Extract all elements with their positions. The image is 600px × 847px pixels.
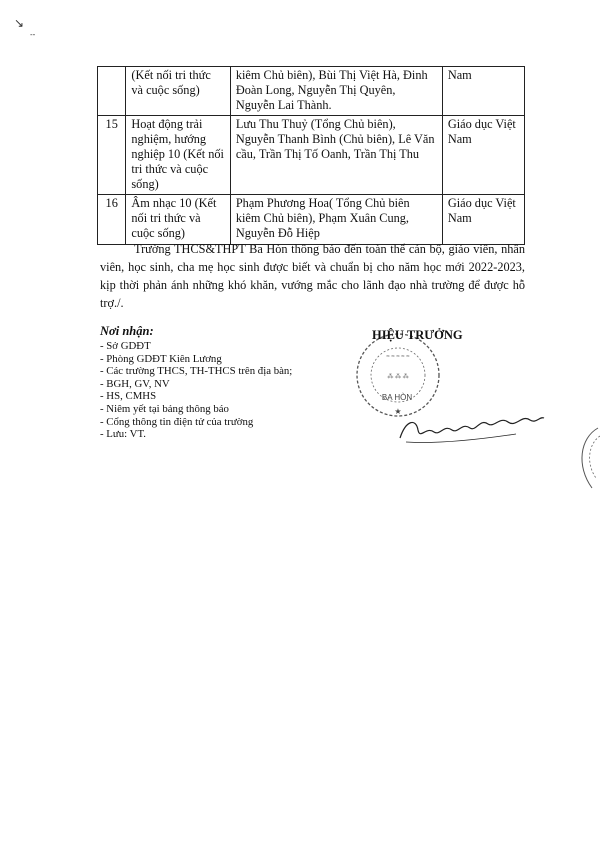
- svg-text:≈ ≈ ≈ ≈ ≈: ≈ ≈ ≈ ≈ ≈: [386, 354, 410, 360]
- corner-mark-top: ↘: [14, 16, 25, 30]
- book-publisher: Nam: [442, 67, 524, 116]
- list-item: - Sở GDĐT: [100, 340, 151, 352]
- svg-text:★: ★: [394, 407, 402, 416]
- row-number: 15: [98, 116, 126, 195]
- book-authors: kiêm Chủ biên), Bùi Thị Việt Hà, Đinh Đoàn Long, Nguyễn Thị Quyên, Nguyễn Lai Thành.: [230, 67, 442, 116]
- list-item: - Niêm yết tại bảng thông báo: [100, 402, 229, 415]
- list-item: - Lưu: VT.: [100, 428, 146, 441]
- book-publisher: Giáo dục Việt Nam: [442, 116, 524, 195]
- list-item: - BGH, GV, NV: [100, 377, 170, 390]
- edge-stamp-fragment: [570, 426, 600, 490]
- book-title: (Kết nối tri thức và cuộc sống): [126, 67, 230, 116]
- recipients-list: [100, 340, 292, 441]
- book-table: [97, 66, 525, 245]
- recipients-heading: Nơi nhận:: [100, 324, 154, 338]
- corner-mark-dash: --: [30, 30, 36, 39]
- announcement-paragraph: Trường THCS&THPT Ba Hòn thông báo đến toàn thể cán bộ, giáo viên, nhân viên, học sinh, cha mẹ học sinh được biết và chuẩn bị cho năm học mới 2022-2023, kịp thời phản ánh những khó khăn, vướng mắc cho lãnh đạo nhà trường để được hỗ trợ./.: [100, 242, 525, 310]
- table-row: [98, 67, 525, 116]
- list-item: - Cổng thông tin điện tử của trường: [100, 415, 254, 428]
- book-title: Âm nhạc 10 (Kết nối tri thức và cuộc sống): [126, 195, 230, 244]
- row-number: 16: [98, 195, 126, 244]
- list-item: - Phòng GDĐT Kiên Lương: [100, 352, 222, 365]
- book-authors: Phạm Phương Hoa( Tổng Chủ biên kiêm Chủ biên), Phạm Xuân Cung, Nguyễn Đỗ Hiệp: [230, 195, 442, 244]
- row-number: [98, 67, 126, 116]
- signature-title: HIỆU TRƯỞNG: [372, 328, 463, 342]
- handwritten-signature: [396, 408, 546, 448]
- book-publisher: Giáo dục Việt Nam: [442, 195, 524, 244]
- list-item: - HS, CMHS: [100, 390, 157, 403]
- list-item: - Các trường THCS, TH-THCS trên địa bàn;: [100, 365, 293, 378]
- table-row: [98, 116, 525, 195]
- book-title: Hoạt động trải nghiệm, hướng nghiệp 10 (Kết nối tri thức và cuộc sống): [126, 116, 230, 195]
- table-row: [98, 195, 525, 244]
- book-authors: Lưu Thu Thuỷ (Tổng Chủ biên), Nguyễn Thanh Bình (Chủ biên), Lê Văn cầu, Trần Thị Tố Oanh, Trần Thị Thu: [230, 116, 442, 195]
- official-seal: [353, 330, 443, 420]
- svg-text:⁂ ⁂ ⁂: ⁂ ⁂ ⁂: [387, 374, 409, 380]
- svg-text:BA HÒN: BA HÒN: [381, 393, 413, 402]
